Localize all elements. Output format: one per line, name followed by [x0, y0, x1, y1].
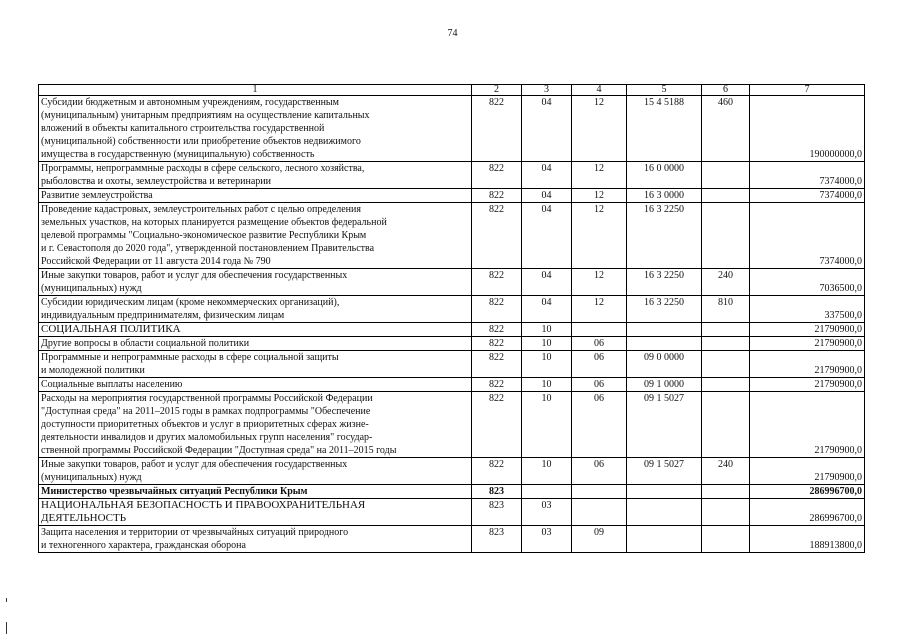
row-code-2: 822: [472, 378, 522, 392]
row-code-3: 10: [522, 351, 572, 378]
row-code-5: 09 1 0000: [627, 378, 702, 392]
header-cell: 6: [702, 85, 750, 96]
row-code-5: [627, 499, 702, 526]
row-code-2: 822: [472, 323, 522, 337]
header-cell: 2: [472, 85, 522, 96]
table-row: [39, 485, 865, 499]
row-code-5: 16 3 0000: [627, 189, 702, 203]
row-amount: 7374000,0: [750, 162, 865, 189]
row-code-6: [702, 378, 750, 392]
row-code-4: 09: [572, 526, 627, 553]
row-code-5: [627, 526, 702, 553]
row-amount: 188913800,0: [750, 526, 865, 553]
row-code-4: 12: [572, 296, 627, 323]
row-code-5: 16 3 2250: [627, 296, 702, 323]
row-code-2: 822: [472, 296, 522, 323]
row-name: Иные закупки товаров, работ и услуг для обеспечения государственных (муниципальных) нужд: [39, 269, 472, 296]
row-code-2: 822: [472, 392, 522, 458]
row-code-5: [627, 323, 702, 337]
row-code-3: 04: [522, 189, 572, 203]
table-row: [39, 323, 865, 337]
row-code-2: 822: [472, 189, 522, 203]
row-code-6: 460: [702, 96, 750, 162]
row-code-2: 823: [472, 499, 522, 526]
row-code-5: 15 4 5188: [627, 96, 702, 162]
row-code-4: 06: [572, 351, 627, 378]
table-row: [39, 162, 865, 189]
row-amount: 21790900,0: [750, 378, 865, 392]
row-code-4: [572, 323, 627, 337]
row-name: Программы, непрограммные расходы в сфере сельского, лесного хозяйства, рыболовства и охоты, землеустройства и ветеринарии: [39, 162, 472, 189]
table-row: [39, 189, 865, 203]
row-name: Развитие землеустройства: [39, 189, 472, 203]
row-code-6: [702, 351, 750, 378]
row-amount: 7374000,0: [750, 189, 865, 203]
row-code-4: 12: [572, 269, 627, 296]
row-code-4: 06: [572, 378, 627, 392]
table-row: [39, 392, 865, 458]
row-amount: 7036500,0: [750, 269, 865, 296]
row-code-3: 04: [522, 296, 572, 323]
page-number: 74: [447, 28, 458, 39]
row-code-4: 06: [572, 392, 627, 458]
row-amount: 7374000,0: [750, 203, 865, 269]
row-amount: 337500,0: [750, 296, 865, 323]
row-name: Другие вопросы в области социальной политики: [39, 337, 472, 351]
row-code-2: 823: [472, 485, 522, 499]
row-amount: 190000000,0: [750, 96, 865, 162]
row-code-3: 03: [522, 526, 572, 553]
row-code-6: [702, 189, 750, 203]
row-name: Министерство чрезвычайных ситуаций Республики Крым: [39, 485, 472, 499]
row-name: Социальные выплаты населению: [39, 378, 472, 392]
row-code-2: 822: [472, 96, 522, 162]
row-amount: 21790900,0: [750, 323, 865, 337]
row-name: Защита населения и территории от чрезвычайных ситуаций природного и техногенного характера, гражданская оборона: [39, 526, 472, 553]
row-code-3: 03: [522, 499, 572, 526]
row-code-6: [702, 392, 750, 458]
row-code-6: [702, 526, 750, 553]
row-amount: 21790900,0: [750, 351, 865, 378]
row-code-3: 10: [522, 323, 572, 337]
row-code-4: [572, 485, 627, 499]
row-amount: 286996700,0: [750, 485, 865, 499]
row-code-3: 04: [522, 203, 572, 269]
table-row: [39, 96, 865, 162]
row-code-2: 823: [472, 526, 522, 553]
row-code-5: 16 0 0000: [627, 162, 702, 189]
table-row: [39, 337, 865, 351]
row-code-3: 10: [522, 378, 572, 392]
row-amount: 21790900,0: [750, 392, 865, 458]
row-name: Иные закупки товаров, работ и услуг для обеспечения государственных (муниципальных) нужд: [39, 458, 472, 485]
row-code-6: [702, 499, 750, 526]
row-code-5: 09 0 0000: [627, 351, 702, 378]
row-code-6: [702, 485, 750, 499]
row-name: Расходы на мероприятия государственной программы Российской Федерации "Доступная среда" на 2011–2015 годы в рамках подпрограммы "Обеспечение доступности приоритетных объектов и услуг в приоритетных сферах жизне- деятельности инвалидов и других маломобильных групп населения" государ- ственной программы Российской Федерации "Доступная среда" на 2011–2015 годы: [39, 392, 472, 458]
table-row: [39, 526, 865, 553]
row-code-6: 810: [702, 296, 750, 323]
row-code-4: [572, 499, 627, 526]
row-code-3: 04: [522, 269, 572, 296]
table-row: [39, 378, 865, 392]
row-code-2: 822: [472, 269, 522, 296]
row-code-2: 822: [472, 351, 522, 378]
row-code-3: 04: [522, 96, 572, 162]
row-name: Субсидии юридическим лицам (кроме некоммерческих организаций), индивидуальным предпринимателям, физическим лицам: [39, 296, 472, 323]
row-code-6: [702, 337, 750, 351]
header-row: [39, 85, 865, 96]
row-code-3: 10: [522, 337, 572, 351]
table-row: [39, 351, 865, 378]
budget-table: [38, 84, 865, 553]
row-code-4: 12: [572, 203, 627, 269]
row-code-4: 12: [572, 189, 627, 203]
row-code-4: 06: [572, 337, 627, 351]
row-code-5: 16 3 2250: [627, 203, 702, 269]
row-code-2: 822: [472, 337, 522, 351]
row-code-6: [702, 203, 750, 269]
row-code-6: [702, 162, 750, 189]
row-code-3: 10: [522, 392, 572, 458]
table-row: [39, 269, 865, 296]
row-code-6: [702, 323, 750, 337]
table-row: [39, 458, 865, 485]
row-code-5: 09 1 5027: [627, 458, 702, 485]
row-code-3: 10: [522, 458, 572, 485]
row-code-5: 16 3 2250: [627, 269, 702, 296]
row-code-5: 09 1 5027: [627, 392, 702, 458]
margin-mark: [6, 598, 7, 602]
row-code-4: 06: [572, 458, 627, 485]
table-row: [39, 499, 865, 526]
table-row: [39, 296, 865, 323]
row-amount: 21790900,0: [750, 337, 865, 351]
header-cell: 5: [627, 85, 702, 96]
row-amount: 21790900,0: [750, 458, 865, 485]
row-code-4: 12: [572, 162, 627, 189]
row-name: Проведение кадастровых, землеустроительных работ с целью определения земельных участков, на которых планируется размещение объектов федеральной целевой программы "Социально-экономическое развитие Республики Крым и г. Севастополя до 2020 года", утвержденной постановлением Правительства Российской Федерации от 11 августа 2014 года № 790: [39, 203, 472, 269]
row-code-5: [627, 485, 702, 499]
header-cell: 7: [750, 85, 865, 96]
row-code-2: 822: [472, 203, 522, 269]
row-name: СОЦИАЛЬНАЯ ПОЛИТИКА: [39, 323, 472, 337]
header-cell: 1: [39, 85, 472, 96]
row-code-5: [627, 337, 702, 351]
row-name: НАЦИОНАЛЬНАЯ БЕЗОПАСНОСТЬ И ПРАВООХРАНИТЕЛЬНАЯ ДЕЯТЕЛЬНОСТЬ: [39, 499, 472, 526]
row-code-3: 04: [522, 162, 572, 189]
row-code-6: 240: [702, 269, 750, 296]
margin-mark: [6, 622, 7, 634]
table-row: [39, 203, 865, 269]
row-name: Субсидии бюджетным и автономным учреждениям, государственным (муниципальным) унитарным предприятиям на осуществление капитальных вложений в объекты капитального строительства государственной (муниципальной) собственности или приобретение объектов недвижимого имущества в государственную (муниципальную) собственность: [39, 96, 472, 162]
row-code-4: 12: [572, 96, 627, 162]
header-cell: 3: [522, 85, 572, 96]
row-code-6: 240: [702, 458, 750, 485]
row-name: Программные и непрограммные расходы в сфере социальной защиты и молодежной политики: [39, 351, 472, 378]
header-cell: 4: [572, 85, 627, 96]
row-code-2: 822: [472, 162, 522, 189]
row-code-2: 822: [472, 458, 522, 485]
row-amount: 286996700,0: [750, 499, 865, 526]
row-code-3: [522, 485, 572, 499]
